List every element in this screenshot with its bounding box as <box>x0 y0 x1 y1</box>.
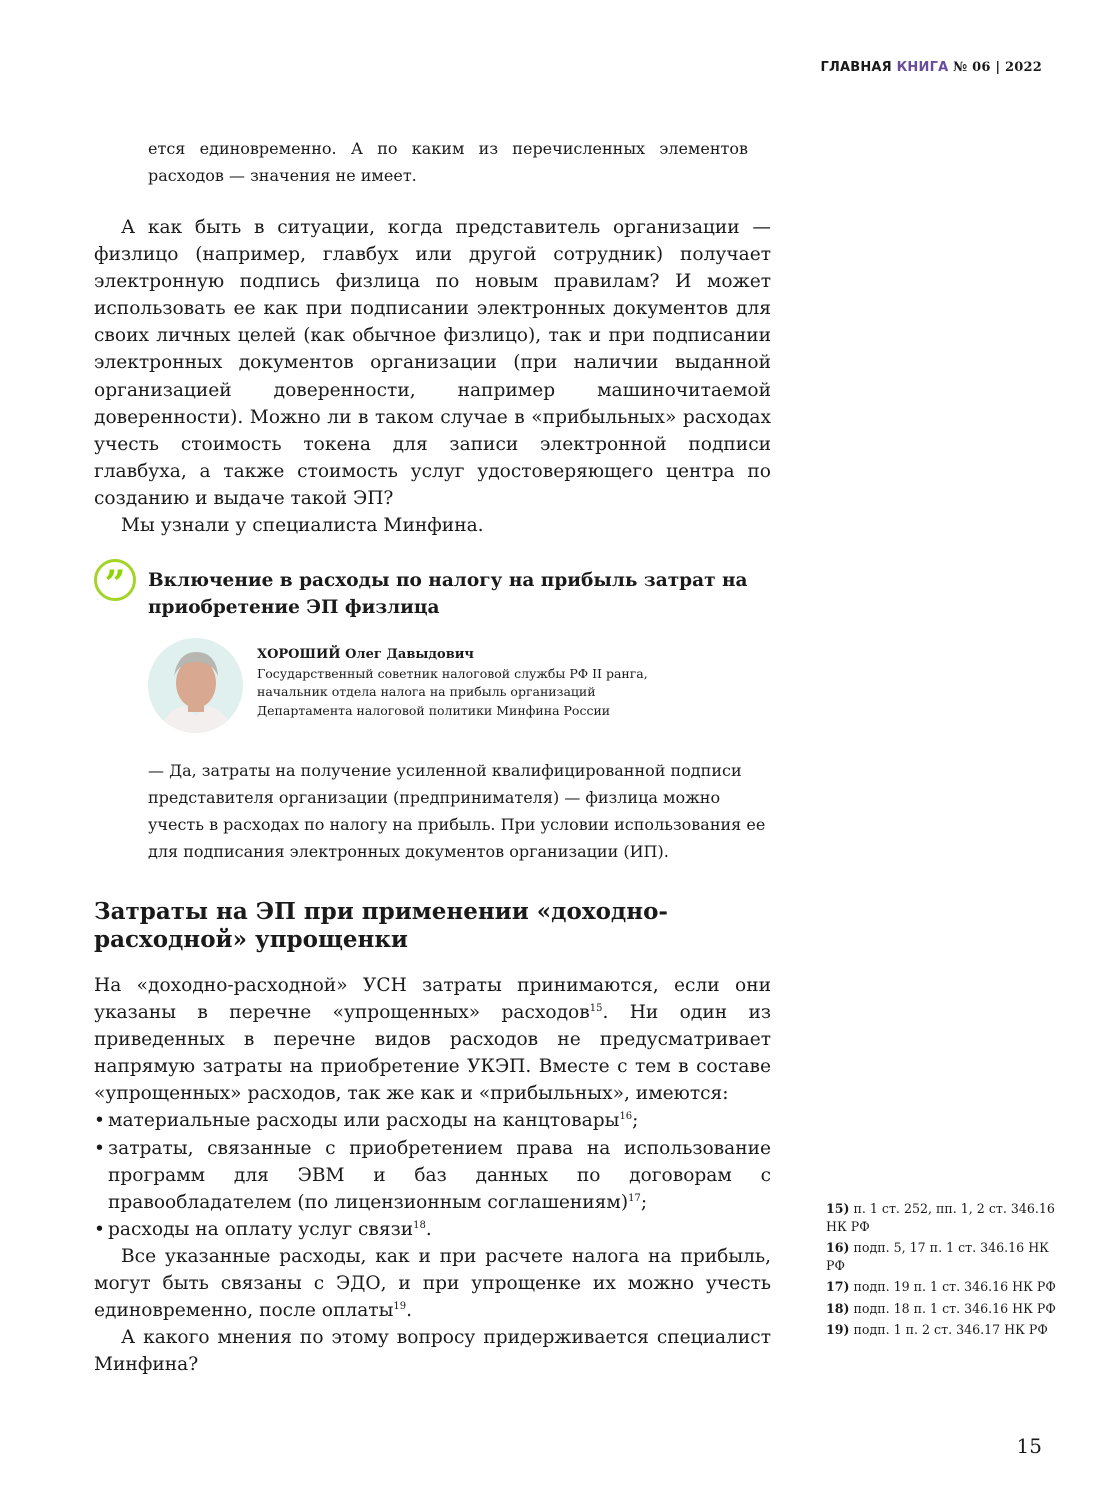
quote-icon: ” <box>94 559 136 601</box>
issue-number: № 06 | 2022 <box>953 60 1042 75</box>
quote-heading: Включение в расходы по налогу на прибыль затрат на приобретение ЭП физлица <box>148 570 748 618</box>
footnote-ref[interactable]: 15 <box>589 1003 603 1015</box>
expert-name: ХОРОШИЙ Олег Давыдович <box>257 647 474 662</box>
expert-answer: — Да, затраты на получение усиленной квалифицированной подписи представителя организации (предпринимателя) — физлица можно учесть в расходах по налогу на прибыль. При условии использования ее для подписания электронных документов организации (ИП). <box>148 761 766 861</box>
footnote: 16) подп. 5, 17 п. 1 ст. 346.16 НК РФ <box>826 1240 1049 1273</box>
expert-photo <box>148 638 243 733</box>
body-section-2 <box>94 972 771 1378</box>
expert-title-line: Государственный советник налоговой службы РФ II ранга, <box>257 665 648 681</box>
footnote-ref[interactable]: 17 <box>628 1192 641 1204</box>
magazine-name: ГЛАВНАЯ <box>820 60 892 75</box>
footnote-ref[interactable]: 19 <box>393 1301 407 1313</box>
section-title: Затраты на ЭП при применении «доходно-расходной» упрощенки <box>94 898 668 953</box>
footnote: 17) подп. 19 п. 1 ст. 346.16 НК РФ <box>826 1279 1056 1294</box>
expert-title-line: Департамента налоговой политики Минфина России <box>257 702 611 718</box>
paragraph: А как быть в ситуации, когда представитель организации — физлицо (например, главбух или другой сотрудник) получает электронную подпись физлица по новым правилам? И может использовать ее как при подписании электронных документов для своих личных целей (как обычное физлицо), так и при подписании электронных документов организации (при наличии выданной организацией доверенности, например машиночитаемой доверенности). Можно ли в таком случае в «прибыльных» расходах учесть стоимость токена для записи электронной подписи главбуха, а также стоимость услуг удостоверяющего центра по созданию и выдаче такой ЭП? <box>94 217 771 509</box>
intro-text: ется единовременно. А по каким из перечисленных элементов расходов — значения не имеет. <box>148 139 748 185</box>
expert-info <box>257 646 677 720</box>
paragraph: Все указанные расходы, как и при расчете налога на прибыль, могут быть связаны с ЭДО, и при упрощенке их можно учесть единовременно, после оплаты$^{19}$. <box>94 1245 771 1322</box>
bullet-item: • расходы на оплату услуг связи$^{18}$. <box>94 1216 771 1243</box>
page-number: 15 <box>1016 1434 1042 1458</box>
bullet-item: • затраты, связанные с приобретением права на использование программ для ЭВМ и баз данных по договорам с правообладателем (по лицензионным соглашениям)$^{17}$; <box>94 1135 771 1216</box>
footnote-ref[interactable]: 16 <box>619 1111 633 1123</box>
running-header <box>820 60 1042 75</box>
footnote-ref[interactable]: 18 <box>413 1219 426 1231</box>
bullet-item: • материальные расходы или расходы на канцтовары$^{16}$; <box>94 1107 771 1134</box>
footnote: 18) подп. 18 п. 1 ст. 346.16 НК РФ <box>826 1300 1056 1316</box>
footnotes <box>826 1200 1056 1343</box>
body-section-1 <box>94 214 771 539</box>
footnote: 19) подп. 1 п. 2 ст. 346.17 НК РФ <box>826 1322 1048 1337</box>
expert-title-line: начальник отдела налога на прибыль организаций <box>257 684 596 699</box>
magazine-name-accent: КНИГА <box>896 60 949 75</box>
paragraph: На «доходно-расходной» УСН затраты принимаются, если они указаны в перечне «упрощенных» расходов$^{15}$. Ни один из приведенных в перечне видов расходов не предусматривает напрямую затраты на приобретение УКЭП. Вместе с тем в составе «упрощенных» расходов, так же как и «прибыльных», имеются: <box>94 975 771 1105</box>
footnote: 15) п. 1 ст. 252, пп. 1, 2 ст. 346.16 НК РФ <box>826 1201 1055 1234</box>
paragraph: Мы узнали у специалиста Минфина. <box>121 515 484 537</box>
paragraph: А какого мнения по этому вопросу придерживается специалист Минфина? <box>94 1327 771 1376</box>
